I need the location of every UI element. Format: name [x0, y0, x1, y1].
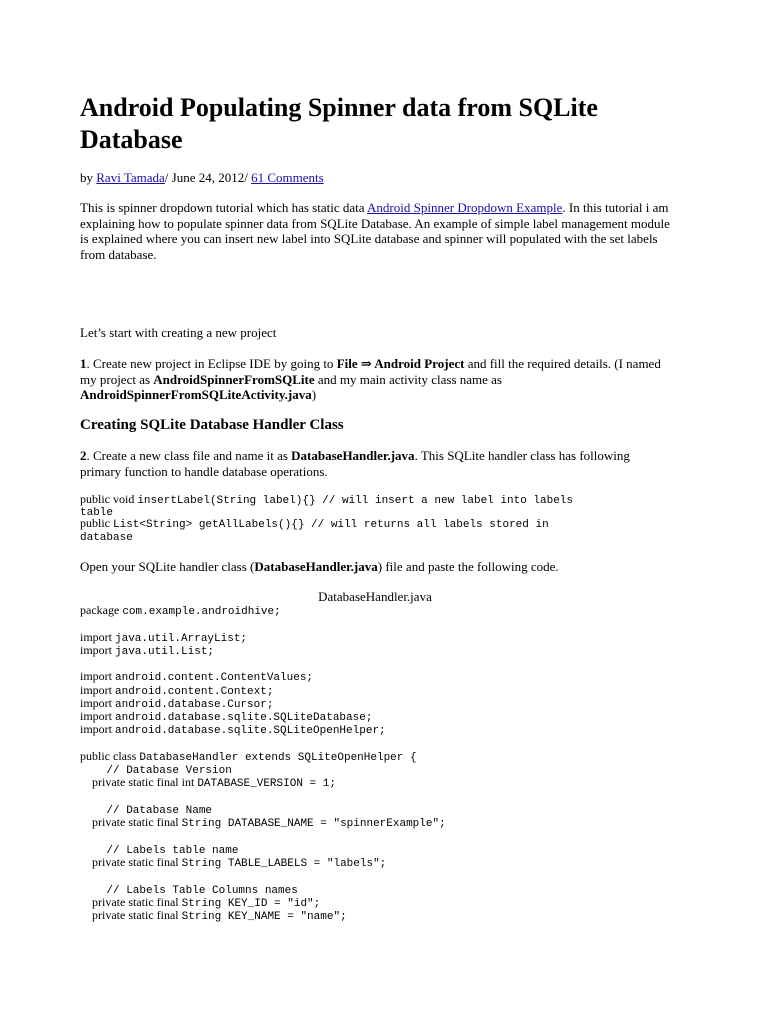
code-line: [80, 493, 680, 505]
code-line: [80, 516, 680, 532]
code-line: [80, 843, 680, 856]
code-text: java.util.List;: [115, 645, 215, 658]
code-text: java.util.ArrayList;: [115, 632, 248, 645]
code-keyword: public void: [80, 492, 138, 506]
code-keyword: private static final: [80, 894, 182, 909]
code-text: // Database Version: [80, 765, 232, 778]
code-keyword: import: [80, 682, 115, 697]
step-1-paragraph: 1. Create new project in Eclipse IDE by going to File ⇒ Android Project and fill the required details. (I named my project as AndroidSpinnerFromSQLite and my main activity class name as AndroidSpinnerFromSQLiteActivity.java): [80, 356, 661, 402]
open-handler-paragraph: Open your SQLite handler class (DatabaseHandler.java) file and paste the following code.: [80, 559, 559, 574]
code-keyword: package: [80, 603, 123, 617]
start-paragraph: Let’s start with creating a new project: [80, 325, 277, 340]
code-line: [80, 830, 680, 843]
article-title: Android Populating Spinner data from SQLite Database: [80, 93, 598, 154]
code-line: [80, 896, 680, 909]
code-line: [80, 750, 680, 763]
code-line: [80, 869, 680, 882]
byline: [80, 169, 324, 186]
code-text: android.database.sqlite.SQLiteDatabase;: [115, 712, 373, 725]
code-text: android.content.ContentValues;: [115, 672, 314, 685]
code-keyword: import: [80, 642, 115, 657]
functions-code-block: [80, 493, 680, 542]
code-line: [80, 776, 680, 789]
comments-link[interactable]: 61 Comments: [251, 170, 324, 185]
section-heading: Creating SQLite Database Handler Class: [80, 417, 344, 433]
code-line: [80, 617, 680, 630]
main-code-block: [80, 604, 680, 922]
code-keyword: import: [80, 669, 115, 684]
code-line: [80, 710, 680, 723]
code-keyword: private static final: [80, 855, 182, 870]
post-date: / June 24, 2012/: [164, 170, 252, 185]
code-keyword: public: [80, 516, 113, 531]
code-text: insertLabel(String label){} // will insert a new label into labels: [137, 495, 573, 507]
code-line: [80, 723, 680, 736]
code-keyword: import: [80, 722, 115, 737]
code-line: [80, 856, 680, 869]
code-line: [80, 631, 680, 644]
code-text: android.database.Cursor;: [115, 698, 274, 711]
code-line: [80, 505, 680, 520]
code-text: List<String> getAllLabels(){} // will returns all labels stored in: [113, 519, 549, 532]
code-text: // Labels Table Columns names: [80, 884, 298, 897]
code-line: [80, 803, 680, 816]
code-line: [80, 530, 680, 542]
byline-prefix: by: [80, 170, 97, 185]
code-keyword: import: [80, 629, 115, 644]
code-text: android.database.sqlite.SQLiteOpenHelper;: [115, 725, 386, 738]
code-keyword: private static final: [80, 908, 182, 923]
code-line: [80, 604, 680, 617]
code-line: [80, 790, 680, 803]
code-text: String KEY_NAME = "name";: [181, 911, 347, 924]
code-text: // Database Name: [80, 804, 213, 817]
code-keyword: import: [80, 709, 115, 724]
code-line: [80, 763, 680, 776]
code-line: [80, 816, 680, 829]
code-keyword: import: [80, 695, 115, 710]
code-file-label: DatabaseHandler.java: [318, 589, 432, 604]
code-line: [80, 670, 680, 683]
code-keyword: private static final int: [80, 775, 198, 790]
code-text: DatabaseHandler extends SQLiteOpenHelper {: [139, 751, 417, 764]
code-line: [80, 697, 680, 710]
code-text: // Labels table name: [80, 844, 239, 857]
code-line: [80, 909, 680, 922]
author-link[interactable]: Ravi Tamada: [96, 170, 165, 185]
code-line: [80, 657, 680, 670]
code-line: [80, 883, 680, 896]
intro-paragraph: This is spinner dropdown tutorial which has static data Android Spinner Dropdown Example. In this tutorial i am explaining how to populate spinner data from SQLite Database. An example of simple label management module is explained where you can insert new label into SQLite database and spinner will populated with the set labels from database.: [80, 200, 670, 262]
code-text: android.content.Context;: [115, 685, 274, 698]
code-text: DATABASE_VERSION = 1;: [197, 778, 336, 791]
code-line: [80, 737, 680, 750]
code-text: String TABLE_LABELS = "labels";: [181, 858, 387, 871]
code-line: [80, 684, 680, 697]
code-text: String KEY_ID = "id";: [181, 897, 321, 910]
code-line: [80, 644, 680, 657]
code-text: com.example.androidhive;: [122, 606, 281, 618]
code-text: table: [80, 507, 114, 520]
code-keyword: public class: [80, 748, 140, 763]
code-text: String DATABASE_NAME = "spinnerExample";: [181, 818, 446, 831]
code-text: database: [80, 531, 133, 544]
step-2-paragraph: 2. Create a new class file and name it as DatabaseHandler.java. This SQLite handler class has following primary function to handle database operations.: [80, 448, 630, 479]
code-keyword: private static final: [80, 815, 182, 830]
spinner-example-link[interactable]: Android Spinner Dropdown Example: [367, 200, 563, 215]
